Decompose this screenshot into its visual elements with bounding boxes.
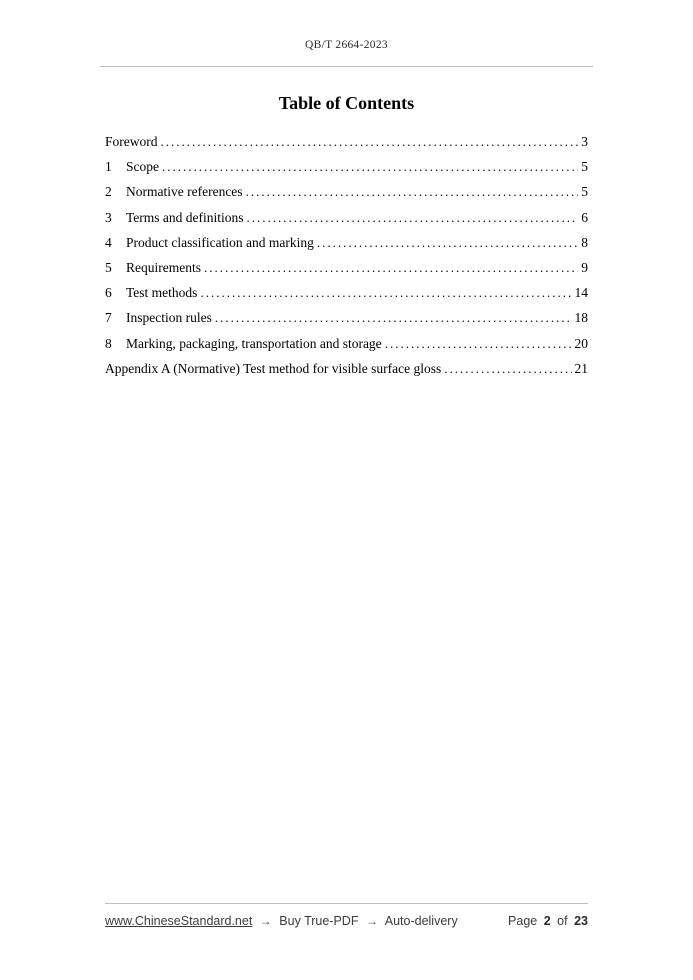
toc-dot-leader	[200, 280, 571, 305]
toc-entry-number: 5	[105, 260, 112, 276]
page-footer	[105, 903, 588, 928]
toc-entry-page: 20	[574, 335, 588, 351]
page-label: Page	[508, 914, 538, 928]
toc-entry-terms-definitions	[105, 205, 588, 230]
of-label: of	[557, 914, 568, 928]
toc-entry-product-classification	[105, 230, 588, 255]
toc-entry-page: 21	[574, 360, 588, 376]
page-title: Table of Contents	[278, 93, 415, 113]
current-page-number: 2	[543, 914, 551, 928]
toc-entry-normative-references	[105, 179, 588, 204]
toc-entry-label: Marking, packaging, transportation and storage	[126, 335, 382, 351]
arrow-right-icon: →	[365, 914, 378, 928]
toc-entry-marking-packaging	[105, 331, 588, 356]
toc-entry-page: 5	[581, 184, 588, 200]
toc-entry-number: 8	[105, 335, 112, 351]
toc-entry-test-methods	[105, 280, 588, 305]
toc-entry-label: Test methods	[126, 285, 198, 301]
toc-entry-label: Scope	[126, 159, 159, 175]
toc-dot-leader	[162, 154, 578, 179]
toc-entry-page: 5	[581, 159, 588, 175]
toc-entry-label: Appendix A (Normative) Test method for visible surface gloss	[105, 360, 442, 376]
page-indicator	[505, 914, 588, 928]
toc-dot-leader	[385, 331, 572, 356]
toc-entry-page: 18	[574, 310, 588, 326]
toc-entry-page: 8	[581, 234, 588, 250]
footer-buy-text: Buy True-PDF	[279, 914, 359, 928]
arrow-right-icon: →	[259, 914, 272, 928]
footer-delivery-text: Auto-delivery	[384, 914, 458, 928]
toc-dot-leader	[444, 356, 571, 381]
toc-entry-label: Inspection rules	[126, 310, 212, 326]
toc-dot-leader	[204, 255, 578, 280]
footer-branding	[105, 914, 458, 928]
toc-entry-page: 6	[581, 209, 588, 225]
toc-entry-number: 4	[105, 234, 112, 250]
toc-dot-leader	[246, 179, 579, 204]
table-of-contents	[105, 129, 588, 381]
doc-number: QB/T 2664-2023	[305, 39, 388, 51]
toc-entry-number: 7	[105, 310, 112, 326]
toc-entry-label: Requirements	[126, 260, 201, 276]
toc-dot-leader	[247, 205, 579, 230]
toc-dot-leader	[161, 129, 579, 154]
toc-entry-number: 1	[105, 159, 112, 175]
toc-entry-foreword	[105, 129, 588, 154]
total-page-count: 23	[574, 914, 588, 928]
toc-entry-label: Terms and definitions	[126, 209, 244, 225]
toc-entry-label: Product classification and marking	[126, 234, 314, 250]
toc-entry-number: 3	[105, 209, 112, 225]
toc-entry-appendix-a	[105, 356, 588, 381]
toc-entry-page: 14	[574, 285, 588, 301]
toc-dot-leader	[317, 230, 578, 255]
toc-entry-page: 9	[581, 260, 588, 276]
toc-dot-leader	[215, 305, 572, 330]
toc-entry-number: 6	[105, 285, 112, 301]
toc-entry-inspection-rules	[105, 305, 588, 330]
toc-entry-scope	[105, 154, 588, 179]
footer-website-link[interactable]: www.ChineseStandard.net	[105, 914, 253, 928]
toc-entry-number: 2	[105, 184, 112, 200]
toc-entry-label: Normative references	[126, 184, 243, 200]
toc-entry-requirements	[105, 255, 588, 280]
toc-entry-label: Foreword	[105, 134, 158, 149]
header-divider	[100, 66, 593, 67]
toc-entry-page: 3	[581, 134, 588, 149]
